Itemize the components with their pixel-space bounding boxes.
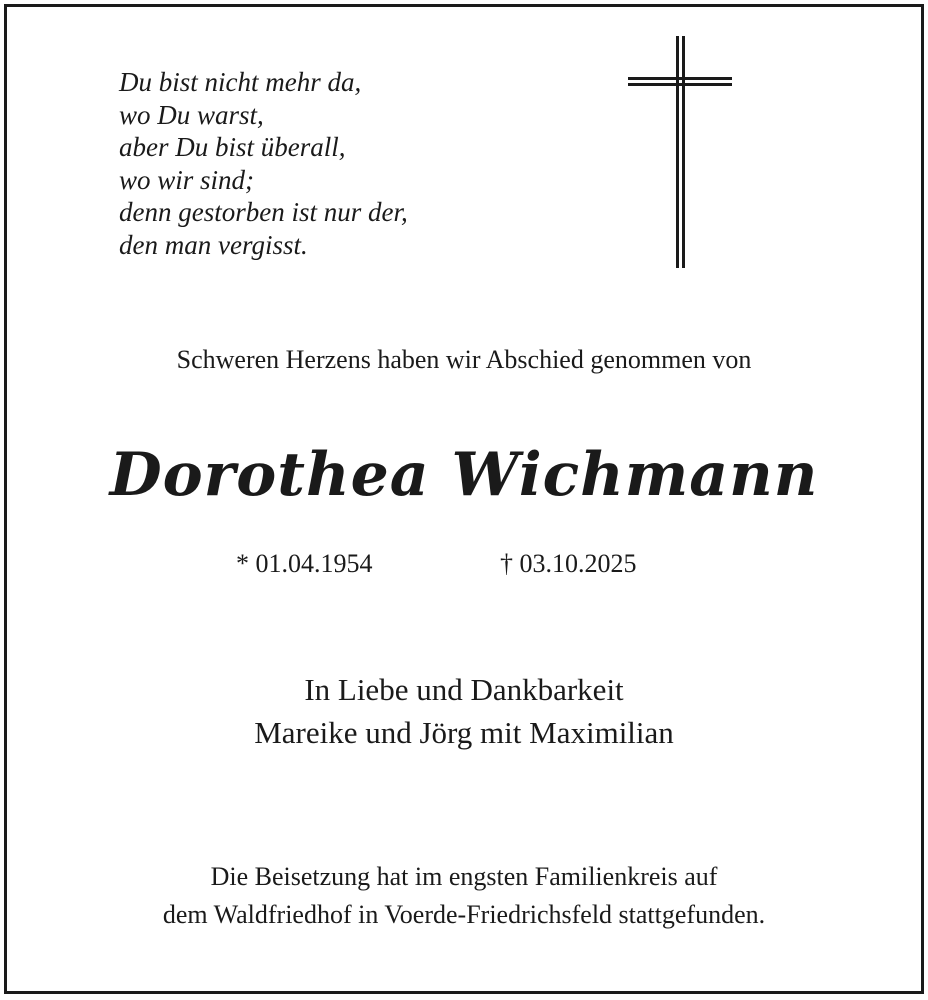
burial-note [0,858,928,934]
death-date: † 03.10.2025 [500,549,637,578]
poem [119,66,408,261]
poem-line: den man vergisst. [119,229,308,260]
poem-line: wo wir sind; [119,164,255,195]
poem-line: aber Du bist überall, [119,132,346,162]
mourners [0,668,928,754]
mourners-line: In Liebe und Dankbarkeit [304,672,624,707]
deceased-name: Dorothea Wichmann [109,440,819,510]
cross-icon [628,36,732,268]
poem-line: wo Du warst, [119,99,264,130]
intro-text: Schweren Herzens haben wir Abschied genommen von [176,345,752,374]
poem-line: denn gestorben ist nur der, [119,197,408,227]
burial-note-line: dem Waldfriedhof in Voerde-Friedrichsfeld stattgefunden. [162,900,766,929]
birth-date: * 01.04.1954 [236,549,373,578]
poem-line: Du bist nicht mehr da, [119,67,362,97]
burial-note-line: Die Beisetzung hat im engsten Familienkreis auf [210,862,718,891]
mourners-line: Mareike und Jörg mit Maximilian [254,715,674,750]
